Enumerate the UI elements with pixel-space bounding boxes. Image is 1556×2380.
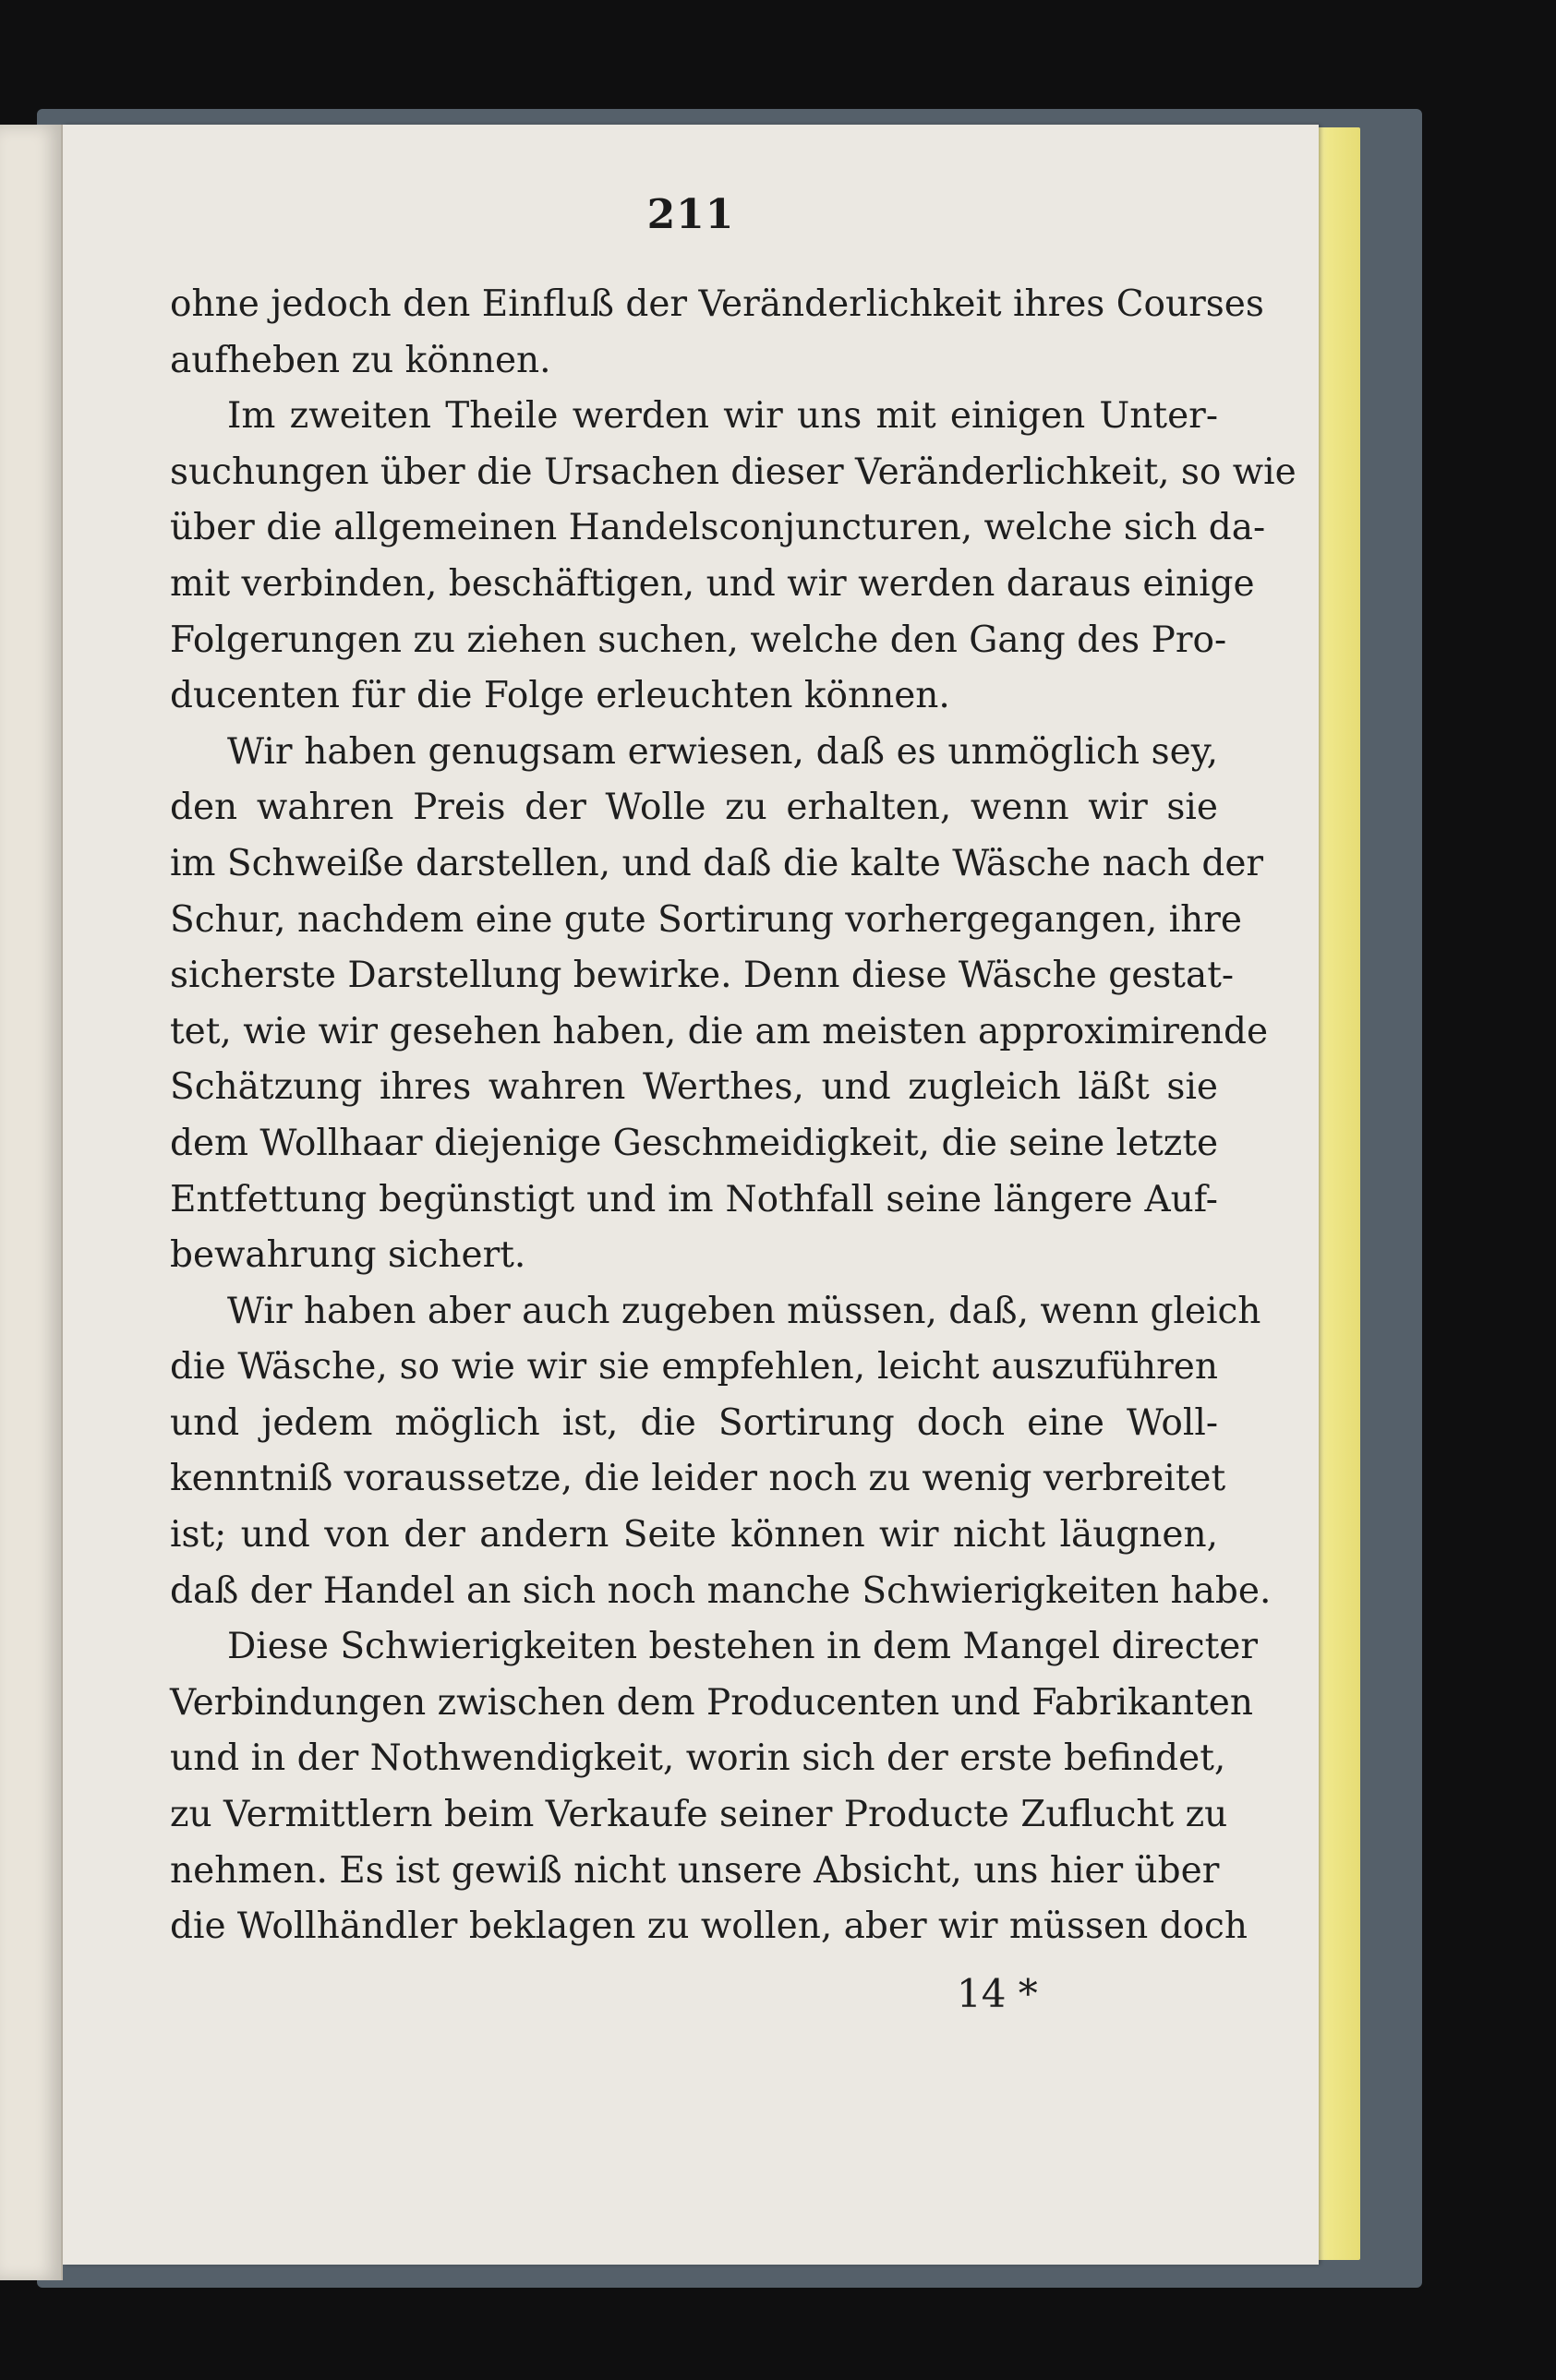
text-line: Verbindungen zwischen dem Producenten und Fabrikanten <box>170 1681 1253 1724</box>
text-line: Folgerungen zu ziehen suchen, welche den Gang des Pro- <box>170 619 1227 661</box>
text-line: ducenten für die Folge erleuchten können. <box>170 675 950 717</box>
body-text <box>170 277 1297 1955</box>
text-line: und in der Nothwendigkeit, worin sich der erste befindet, <box>170 1737 1226 1780</box>
text-line: im Schweiße darstellen, und daß die kalte Wäsche nach der <box>170 842 1264 884</box>
text-line: bewahrung sichert. <box>170 1234 526 1277</box>
text-line: nehmen. Es ist gewiß nicht unsere Absicht, uns hier über <box>170 1849 1220 1892</box>
text-line: mit verbinden, beschäftigen, und wir werden daraus einige <box>170 562 1255 605</box>
left-page-edge <box>0 125 63 2280</box>
text-line: daß der Handel an sich noch manche Schwierigkeiten habe. <box>170 1569 1272 1612</box>
text-line: tet, wie wir gesehen haben, die am meisten approximirende <box>170 1010 1269 1052</box>
text-line: die Wollhändler beklagen zu wollen, aber wir müssen doch <box>170 1905 1248 1948</box>
text-line: und jedem möglich ist, die Sortirung doch eine Woll- <box>170 1401 1218 1444</box>
text-line: Schätzung ihres wahren Werthes, und zugleich läßt sie <box>170 1066 1218 1109</box>
text-line: über die allgemeinen Handelsconjuncturen, welche sich da- <box>170 507 1266 549</box>
text-line: ist; und von der andern Seite können wir nicht läugnen, <box>170 1514 1218 1557</box>
text-line: Diese Schwierigkeiten bestehen in dem Mangel directer <box>227 1626 1259 1668</box>
text-line: kenntniß voraussetze, die leider noch zu wenig verbreitet <box>170 1458 1226 1500</box>
text-line: zu Vermittlern beim Verkaufe seiner Producte Zuflucht zu <box>170 1794 1228 1836</box>
text-line: ohne jedoch den Einfluß der Veränderlichkeit ihres Courses <box>170 283 1264 325</box>
text-line: den wahren Preis der Wolle zu erhalten, wenn wir sie <box>170 787 1218 829</box>
text-line: Wir haben aber auch zugeben müssen, daß, wenn gleich <box>227 1290 1261 1332</box>
book-page <box>63 125 1319 2265</box>
text-line: Schur, nachdem eine gute Sortirung vorhergegangen, ihre <box>170 898 1242 941</box>
text-line: Im zweiten Theile werden wir uns mit einigen Unter- <box>227 395 1218 438</box>
text-line: dem Wollhaar diejenige Geschmeidigkeit, die seine letzte <box>170 1122 1219 1164</box>
page-number: 211 <box>646 191 735 238</box>
signature-mark: 14 * <box>957 1971 1038 2016</box>
text-line: Entfettung begünstigt und im Nothfall seine längere Auf- <box>170 1178 1218 1220</box>
text-line: sicherste Darstellung bewirke. Denn diese Wäsche gestat- <box>170 955 1235 997</box>
text-line: die Wäsche, so wie wir sie empfehlen, leicht auszuführen <box>170 1346 1218 1388</box>
text-line: aufheben zu können. <box>170 339 551 381</box>
text-line: Wir haben genugsam erwiesen, daß es unmöglich sey, <box>227 730 1218 773</box>
text-line: suchungen über die Ursachen dieser Veränderlichkeit, so wie <box>170 451 1297 493</box>
